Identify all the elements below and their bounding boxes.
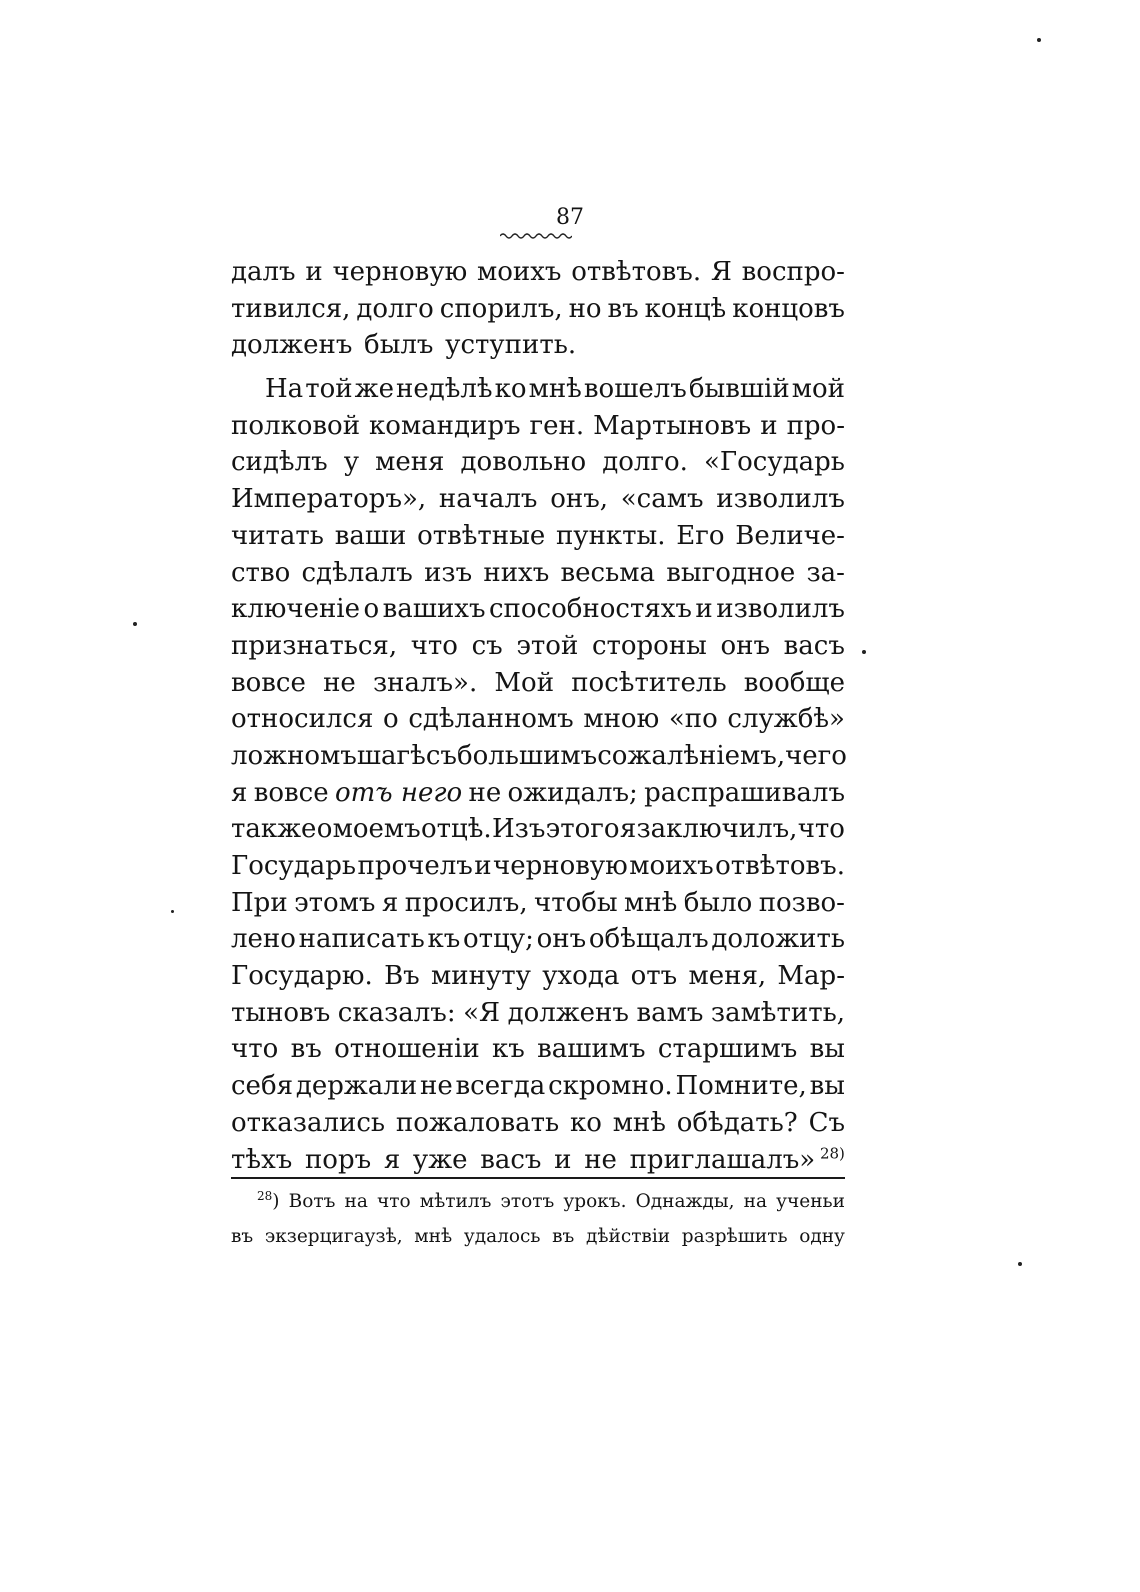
word: признаться,	[231, 630, 398, 661]
word: воспро-	[741, 257, 845, 287]
page-number: 87	[556, 205, 584, 230]
word: Однажды,	[635, 1191, 735, 1212]
word: къ	[427, 924, 461, 955]
word: моихъ	[477, 257, 562, 287]
text-line	[231, 628, 845, 665]
word: весьма	[560, 557, 655, 588]
text-line	[231, 995, 845, 1032]
word: дѣйствіи	[585, 1226, 671, 1247]
word: далъ	[231, 257, 296, 287]
word: же	[354, 374, 394, 405]
word: моемъ	[332, 814, 421, 845]
word: выгодное	[666, 557, 796, 588]
word: вашимъ	[537, 1034, 646, 1065]
word: о	[363, 594, 380, 625]
word: ложномъ	[231, 740, 357, 771]
word: вообще	[743, 667, 845, 698]
word: приглашалъ» $^{28)}$	[629, 1143, 845, 1175]
word: прочелъ	[357, 851, 473, 881]
word: сожалѣніемъ,	[597, 740, 786, 771]
text-line	[231, 518, 845, 555]
word: лено	[231, 924, 296, 955]
word: доложить	[711, 924, 845, 955]
word: посѣтитель	[571, 667, 727, 698]
text-line	[231, 811, 845, 848]
word: не	[419, 1071, 453, 1102]
word: мнѣ	[414, 1226, 453, 1247]
word: отношеніи	[334, 1034, 480, 1065]
word: Съ	[808, 1107, 845, 1138]
word: удалось	[463, 1226, 541, 1247]
word: поръ	[304, 1144, 372, 1175]
word: былъ	[364, 330, 434, 361]
word: сидѣлъ	[231, 447, 328, 478]
word: долго.	[602, 447, 688, 478]
word: въ	[607, 293, 639, 324]
word: На	[265, 374, 304, 405]
word: о	[316, 814, 333, 845]
word: онъ	[720, 630, 771, 661]
word: къ	[492, 1034, 525, 1065]
word: чтобы	[534, 887, 618, 918]
word: одну	[799, 1226, 845, 1247]
word: обѣщалъ	[588, 924, 709, 955]
word: Мой	[494, 667, 555, 698]
word: Въ	[384, 961, 420, 992]
word: себя	[231, 1071, 294, 1102]
word: о	[383, 704, 399, 735]
italic-word: отъ него	[334, 777, 463, 808]
scan-speck	[171, 910, 174, 913]
word: Помните,	[675, 1071, 807, 1102]
word: долго	[356, 293, 434, 324]
body-text	[231, 254, 845, 1178]
word: отказались	[231, 1107, 386, 1138]
word: не	[468, 777, 502, 808]
word: черновую	[493, 851, 628, 881]
footnote-line	[231, 1184, 845, 1219]
footnote-line	[231, 1219, 845, 1254]
word: написать	[298, 924, 425, 955]
text-line	[231, 665, 845, 702]
word: моихъ	[629, 851, 714, 881]
word: минуту	[431, 961, 531, 992]
word: Императоръ»,	[231, 484, 427, 515]
text-line	[231, 481, 845, 518]
word: вамъ	[636, 997, 704, 1028]
word: ухода	[542, 961, 620, 992]
word: тыновъ	[231, 997, 331, 1028]
word: обѣдать?	[676, 1107, 798, 1138]
word: черновую	[332, 257, 468, 287]
word: ключеніе	[231, 594, 361, 625]
text-line	[231, 327, 845, 364]
word: Государь	[231, 851, 357, 881]
word: вошелъ	[583, 374, 687, 405]
footnote-reference: 28)	[815, 1143, 845, 1162]
word: концѣ	[644, 293, 727, 324]
word: долженъ	[507, 997, 629, 1028]
word: $^{28}$)	[257, 1188, 280, 1212]
word: что	[231, 1034, 279, 1065]
word: службѣ»	[727, 704, 845, 735]
word: вовсе	[253, 777, 329, 808]
word: ко	[494, 374, 527, 405]
word: отцу;	[463, 924, 534, 955]
text-line	[231, 738, 845, 775]
word: читать	[231, 520, 324, 551]
word: Мар-	[777, 961, 845, 992]
word: ген.	[529, 410, 585, 441]
word: этомъ	[294, 887, 376, 918]
footnote-marker: 28	[257, 1188, 273, 1203]
word: я	[619, 814, 637, 845]
word: мною	[583, 704, 660, 735]
word: Государю.	[231, 961, 373, 992]
text-line	[231, 921, 845, 958]
word: что	[377, 1191, 411, 1212]
word: отвѣтовъ.	[571, 257, 702, 287]
word: чего	[785, 740, 847, 771]
word: вашихъ	[382, 594, 486, 625]
word: мой	[791, 374, 845, 405]
word: Его	[676, 520, 725, 551]
word: на	[743, 1191, 768, 1212]
word: не	[323, 667, 356, 698]
text-line	[231, 444, 845, 481]
word: зналъ».	[372, 667, 478, 698]
word: пожаловать	[395, 1107, 560, 1138]
word: васъ	[783, 630, 845, 661]
text-line	[231, 408, 845, 445]
scan-speck	[1037, 38, 1041, 42]
word: въ	[231, 1226, 254, 1247]
text-line	[231, 958, 845, 995]
word: концовъ	[732, 293, 845, 324]
text-line	[231, 555, 845, 592]
word: онъ	[536, 924, 587, 955]
text-line	[231, 1031, 845, 1068]
word: большимъ	[456, 740, 598, 771]
word: заключилъ,	[636, 814, 798, 845]
word: довольно	[460, 447, 587, 478]
scan-speck	[133, 622, 137, 626]
word: отвѣтные	[417, 520, 546, 551]
text-line	[231, 701, 845, 738]
word: отъ	[630, 961, 678, 992]
word: и	[305, 257, 323, 287]
word: изъ	[424, 557, 473, 588]
word: ожидалъ;	[507, 777, 638, 808]
word: спорилъ,	[439, 293, 563, 324]
word: недѣлѣ	[396, 374, 493, 405]
word: я	[383, 1144, 401, 1175]
word: на	[344, 1191, 368, 1212]
word: полковой	[231, 410, 361, 441]
word: мнѣ	[624, 887, 678, 918]
word: уступить.	[445, 330, 577, 361]
word: за-	[806, 557, 845, 588]
word: командиръ	[369, 410, 521, 441]
word: относился	[231, 704, 374, 735]
word: позво-	[758, 887, 845, 918]
word: этого	[545, 814, 620, 845]
word: распрашивалъ	[644, 777, 845, 808]
word: про-	[786, 410, 845, 441]
word: я	[381, 887, 399, 918]
word: сказалъ:	[337, 997, 456, 1028]
footnote	[231, 1184, 845, 1254]
word: «по	[668, 704, 718, 735]
word: также	[231, 814, 317, 845]
word: у	[343, 447, 360, 478]
word: и	[695, 594, 713, 625]
word: При	[231, 887, 288, 918]
word: я	[231, 777, 248, 808]
word: съ	[471, 630, 503, 661]
word: вовсе	[231, 667, 306, 698]
word: пункты.	[555, 520, 666, 551]
word: стороны	[591, 630, 707, 661]
page-number-ornament	[500, 232, 572, 240]
word: и	[760, 410, 778, 441]
word: было	[683, 887, 753, 918]
word: уже	[412, 1144, 468, 1175]
word: изволилъ	[716, 594, 845, 625]
word: мѣтилъ	[419, 1191, 492, 1212]
word: Мартыновъ	[593, 410, 752, 441]
word: этотъ	[500, 1191, 555, 1212]
word: нихъ	[483, 557, 550, 588]
word: вы	[809, 1034, 845, 1065]
word: ваши	[334, 520, 407, 551]
word: способностяхъ	[488, 594, 692, 625]
text-line	[231, 848, 845, 885]
word: старшимъ	[657, 1034, 798, 1065]
paragraph-gap	[231, 364, 845, 371]
word: меня,	[688, 961, 767, 992]
word: что	[410, 630, 458, 661]
word: васъ	[480, 1144, 542, 1175]
scan-speck	[1018, 1262, 1022, 1266]
footnote-divider	[231, 1177, 845, 1179]
word: но	[568, 293, 602, 324]
word: долженъ	[231, 330, 353, 361]
word: онъ,	[550, 484, 609, 515]
text-line	[231, 1105, 845, 1142]
word: не	[584, 1144, 617, 1175]
word: тивился,	[231, 293, 351, 324]
word: этой	[516, 630, 579, 661]
word: сдѣлалъ	[301, 557, 413, 588]
word: Я	[710, 257, 732, 287]
word: и	[474, 851, 492, 881]
word: «Государь	[704, 447, 845, 478]
text-line	[231, 885, 845, 922]
word: разрѣшить	[681, 1226, 788, 1247]
word: отвѣтовъ.	[715, 851, 845, 881]
word: въ	[290, 1034, 322, 1065]
word: что	[797, 814, 845, 845]
word: «самъ	[620, 484, 704, 515]
word: началъ	[438, 484, 538, 515]
word: вы	[809, 1071, 845, 1102]
word: мнѣ	[528, 374, 582, 405]
word: ученьи	[776, 1191, 845, 1212]
word: съ	[425, 740, 457, 771]
scan-speck	[862, 650, 866, 654]
text-line	[231, 254, 845, 291]
text-line	[231, 371, 845, 408]
word: и	[554, 1144, 572, 1175]
word: сдѣланномъ	[408, 704, 574, 735]
text-line	[231, 1142, 845, 1179]
word: ство	[231, 557, 291, 588]
word: Величе-	[735, 520, 845, 551]
text-line	[231, 775, 845, 812]
word: отцѣ.	[420, 814, 492, 845]
word: мнѣ	[612, 1107, 666, 1138]
word: замѣтить,	[710, 997, 845, 1028]
word: скромно.	[548, 1071, 673, 1102]
word: въ	[552, 1226, 575, 1247]
word: Вотъ	[288, 1191, 336, 1212]
word: экзерцигаузѣ,	[264, 1226, 403, 1247]
word: бывшій	[688, 374, 790, 405]
word: той	[305, 374, 353, 405]
word: шагѣ	[356, 740, 426, 771]
word: «Я	[463, 997, 501, 1028]
word: тѣхъ	[231, 1144, 293, 1175]
word: урокъ.	[563, 1191, 627, 1212]
word: изволилъ	[716, 484, 845, 515]
text-line	[231, 1068, 845, 1105]
word: ко	[569, 1107, 602, 1138]
word: всегда	[455, 1071, 546, 1102]
text-line	[231, 591, 845, 628]
word: держали	[295, 1071, 418, 1102]
text-line	[231, 291, 845, 328]
word: Изъ	[491, 814, 546, 845]
last-line-words	[231, 1142, 845, 1179]
word: просилъ,	[404, 887, 528, 918]
word: меня	[375, 447, 445, 478]
